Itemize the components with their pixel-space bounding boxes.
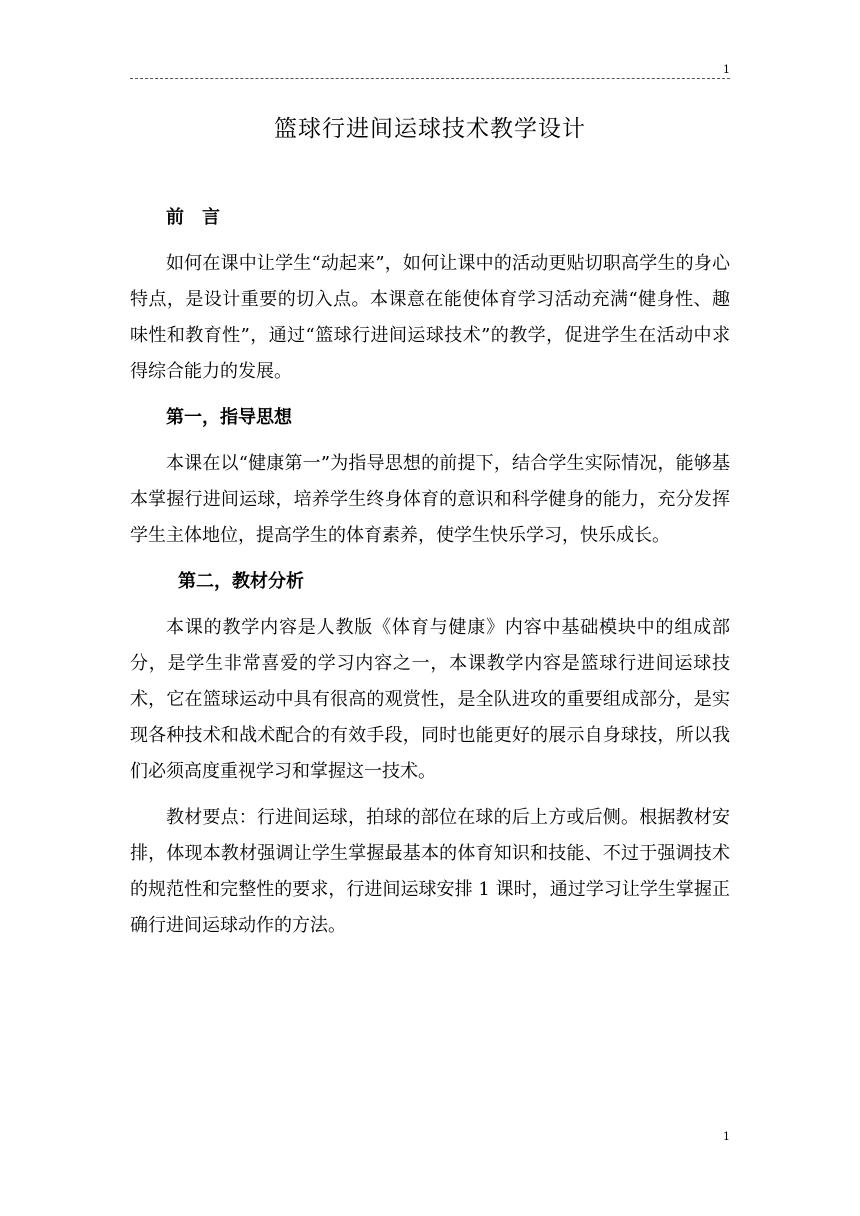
document-title: 篮球行进间运球技术教学设计 xyxy=(274,116,586,142)
section-preface-heading: 前 言 xyxy=(166,207,220,228)
section-guiding-thought-paragraph: 本课在以“健康第一”为指导思想的前提下，结合学生实际情况，能够基本掌握行进间运球，培养学生终身体育的意识和科学健身的能力，充分发挥学生主体地位，提高学生的体育素养，使学生快乐学习，快乐成长。 xyxy=(130,453,730,546)
header-page-number: 1 xyxy=(723,63,730,76)
section-material-analysis-heading: 第二，教材分析 xyxy=(178,571,304,592)
section-guiding-thought-heading: 第一，指导思想 xyxy=(166,407,292,428)
section-preface-paragraph: 如何在课中让学生“动起来”，如何让课中的活动更贴切职高学生的身心特点，是设计重要的切入点。本课意在能使体育学习活动充满“健身性、趣味性和教育性”，通过“篮球行进间运球技术”的教学，促进学生在活动中求得综合能力的发展。 xyxy=(130,253,730,382)
header-rule xyxy=(130,78,730,79)
footer-page-number: 1 xyxy=(723,1130,730,1143)
section-material-points-paragraph: 教材要点：行进间运球，拍球的部位在球的后上方或后侧。根据教材安排，体现本教材强调让学生掌握最基本的体育知识和技能、不过于强调技术的规范性和完整性的要求，行进间运球安排 1 课时，通过学习让学生掌握正确行进间运球动作的方法。 xyxy=(130,807,730,936)
section-material-analysis-paragraph: 本课的教学内容是人教版《体育与健康》内容中基础模块中的组成部分，是学生非常喜爱的学习内容之一，本课教学内容是篮球行进间运球技术，它在篮球运动中具有很高的观赏性，是全队进攻的重要组成部分，是实现各种技术和战术配合的有效手段，同时也能更好的展示自身球技，所以我们必须高度重视学习和掌握这一技术。 xyxy=(130,617,730,782)
document-body xyxy=(130,200,730,954)
